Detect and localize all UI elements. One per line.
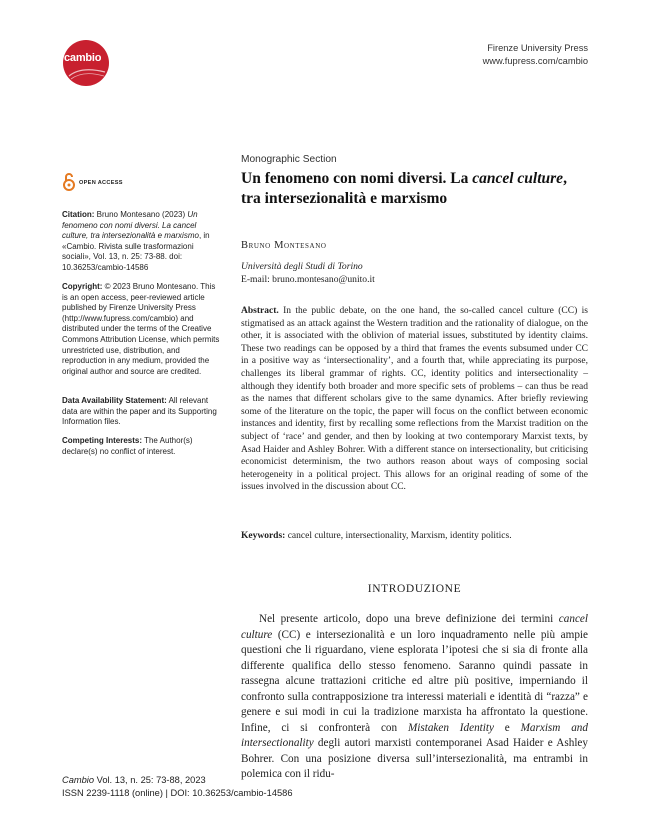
availability-label: Data Availability Statement: bbox=[62, 396, 167, 405]
page-footer bbox=[62, 774, 293, 799]
citation-text: Bruno Montesano (2023) bbox=[94, 210, 188, 219]
competing-label: Competing Interests: bbox=[62, 436, 143, 445]
publisher-name: Firenze University Press bbox=[487, 43, 588, 53]
author-name: Bruno Montesano bbox=[241, 240, 327, 251]
footer-issue: Vol. 13, n. 25: 73-88, 2023 bbox=[94, 775, 206, 785]
copyright-block bbox=[62, 282, 220, 377]
body-text-2: (CC) e intersezionalità e un loro inquadramento nelle più ampie questioni che li riguardano, viene esplorata l’ipotesi che si sia di fronte alla differente qualifica dello stesso fenomeno. Saranno quindi passate in rassegna alcune trattazioni critiche ed altre più positive, imperniando il confronto sulla contrapposizione tra interessi materiali e identità di “razza” e genere e sui modi in cui la tradizione marxista ha affrontato la questione. Infine, ci si confronterà con bbox=[241, 628, 588, 734]
data-availability-block bbox=[62, 396, 220, 428]
body-book-2: Marxism and intersectionality bbox=[241, 721, 588, 749]
body-text-3: degli autori marxisti contemporanei Asad Haider e Ashley Bohrer. Con una posizione diversa sull’intersezionalità, ma entrambi in polemica con il ridu- bbox=[241, 737, 588, 780]
competing-text: The Author(s) declare(s) no conflict of interest. bbox=[62, 436, 193, 456]
copyright-label: Copyright: bbox=[62, 282, 103, 291]
body-text-1: Nel presente articolo, dopo una breve definizione dei termini bbox=[259, 613, 559, 625]
author-affiliation: Università degli Studi di Torino bbox=[241, 261, 363, 272]
section-label: Monographic Section bbox=[241, 154, 337, 165]
article-title bbox=[241, 169, 571, 209]
abstract bbox=[241, 305, 588, 494]
title-italic: cancel culture bbox=[472, 170, 564, 187]
abstract-label: Abstract. bbox=[241, 306, 279, 316]
publisher-url[interactable]: www.fupress.com/cambio bbox=[482, 56, 588, 66]
footer-journal: Cambio bbox=[62, 775, 95, 785]
body-cancel-culture: cancel culture bbox=[241, 613, 588, 641]
keywords-label: Keywords: bbox=[241, 531, 286, 541]
competing-interests-block bbox=[62, 436, 220, 457]
citation-title: Un fenomeno con nomi diversi. La cancel culture, tra intersezionalità e marxismo bbox=[62, 210, 199, 241]
keywords bbox=[241, 530, 588, 543]
citation-block bbox=[62, 210, 220, 274]
open-access-label: OPEN ACCESS bbox=[79, 180, 123, 186]
citation-rest: , in «Cambio. Rivista sulle trasformazioni sociali», Vol. 13, n. 25: 73-88. doi: 10.36253/cambio-14586 bbox=[62, 231, 210, 272]
introduction-heading: INTRODUZIONE bbox=[367, 583, 462, 595]
logo-text: cambio bbox=[64, 52, 102, 64]
publisher-info bbox=[483, 42, 588, 68]
footer-issn: ISSN 2239-1118 (online) | DOI: 10.36253/cambio-14586 bbox=[62, 787, 293, 798]
body-book-1: Mistaken Identity bbox=[407, 721, 494, 734]
title-part2: , tra intersezionalità e marxismo bbox=[241, 170, 567, 207]
body-paragraph bbox=[241, 612, 588, 783]
abstract-text: In the public debate, on the one hand, the so-called cancel culture (CC) is stigmatised as an attack against the Western tradition and the rationality of dialogue, on the other, it is associated with the oblivion of material issues, substituted by identity claims. These two readings can be opposed by a third that frames the events subsumed under CC in a positive way as ‘intersectionality’, and a fourth that, while appreciating its purpose, challenges its liberal grammar of rights. CC, identity politics and intersectionality – although they identify both broader and more specific sets of problems – can thus be read as the names that different scholars give to the same dynamics. After briefly reviewing some of the literature on the topic, the paper will focus on the conflict between economic instances and identity, first by recalling some reflections from the Marxist tradition on the subject of ‘race’ and gender, and then by looking at two contemporary Marxist texts, by Asad Haider and Ashley Bohrer. With a different stance on intersectionality, but criticising economicist determinism, the two authors reason about ways of composing social heterogeneity in a political project. This allows for an original reading of some of the issues involved in the discussion about CC. bbox=[241, 306, 588, 493]
author-email[interactable]: E-mail: bruno.montesano@unito.it bbox=[241, 274, 375, 285]
keywords-text: cancel culture, intersectionality, Marxism, identity politics. bbox=[285, 531, 512, 541]
availability-text: All relevant data are within the paper and its Supporting Information files. bbox=[62, 396, 217, 427]
copyright-text: © 2023 Bruno Montesano. This is an open access, peer-reviewed article published by Firenze University Press (http://www.fupress.com/cambio) and distributed under the terms of the Creative Commons Attribution License, which permits unrestricted use, distribution, and reproduction in any medium, provided the original author and source are credited. bbox=[62, 282, 220, 376]
open-access-lock-icon bbox=[63, 172, 75, 192]
citation-label: Citation: bbox=[62, 210, 95, 219]
body-and: e bbox=[493, 721, 521, 734]
title-part1: Un fenomeno con nomi diversi. La bbox=[241, 170, 473, 187]
